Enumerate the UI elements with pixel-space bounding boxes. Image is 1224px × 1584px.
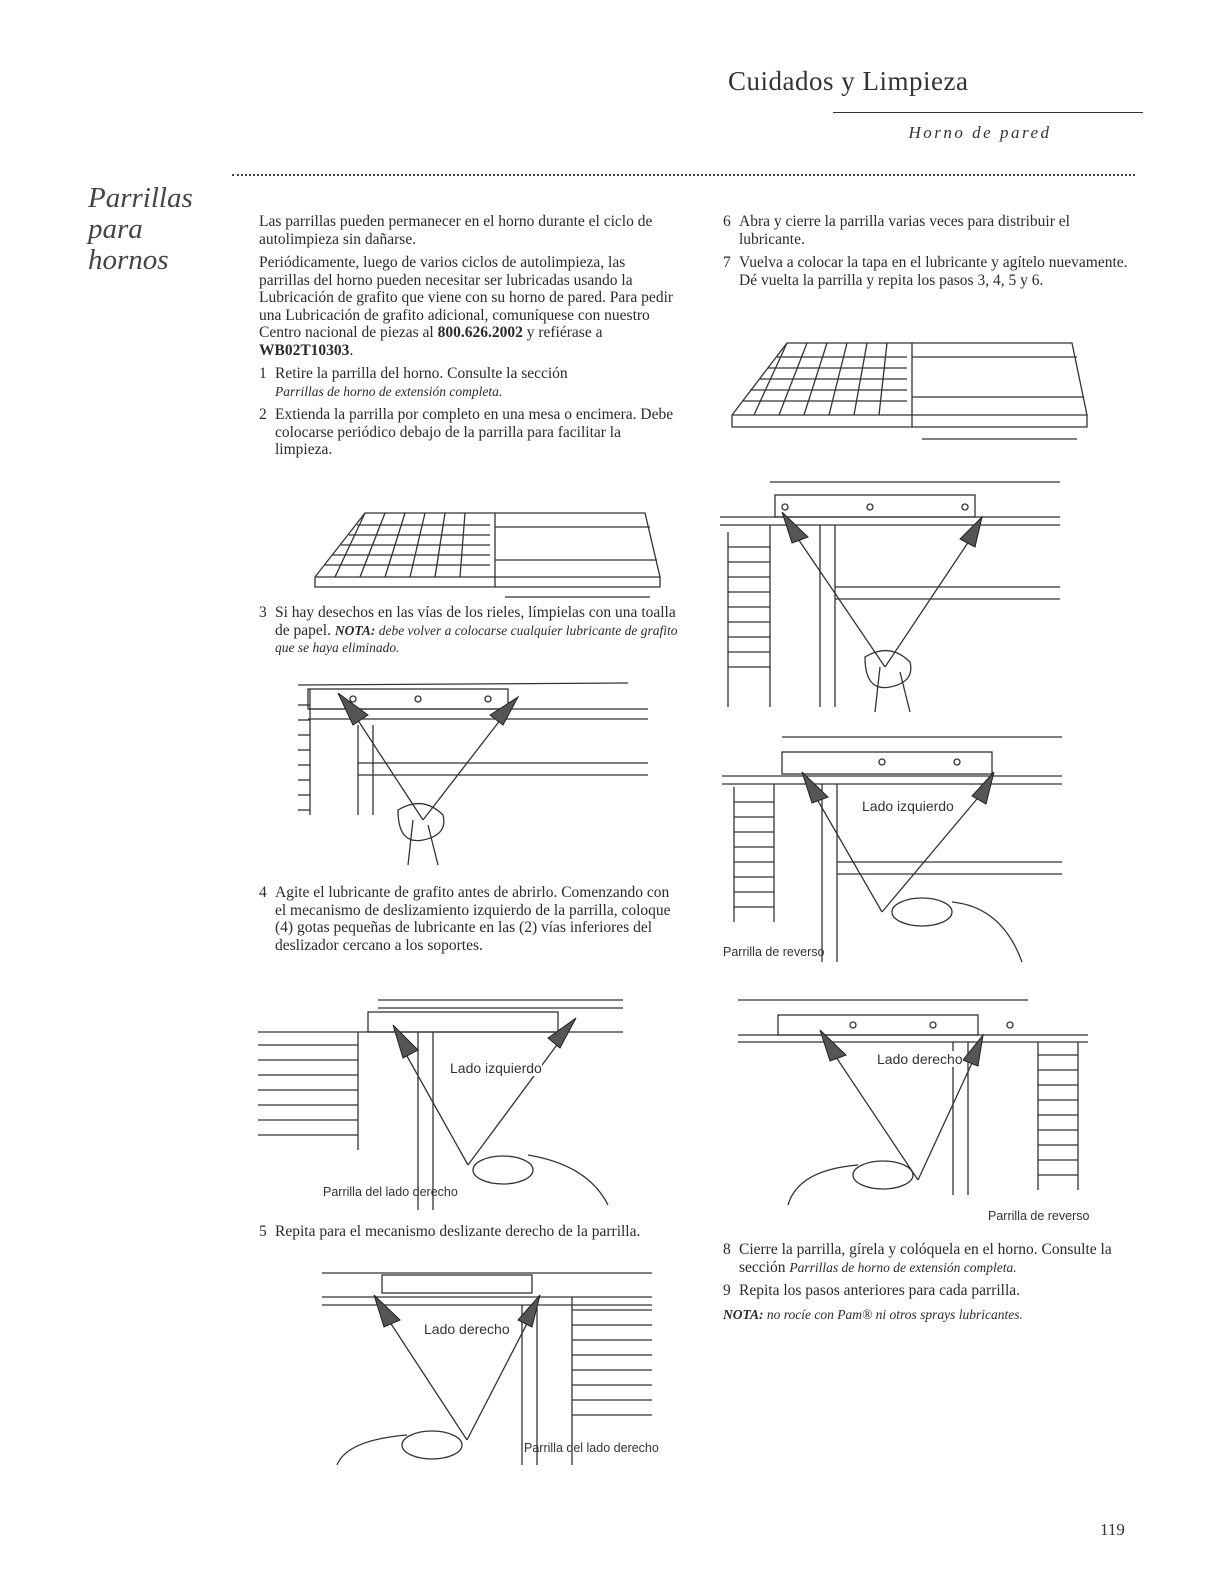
section-title	[88, 183, 228, 276]
intro-text	[259, 213, 679, 465]
caption-parrilla-reverso: Parrilla de reverso	[988, 1209, 1090, 1223]
lubricate-left-illustration	[258, 1000, 628, 1210]
caption-parrilla-reverso: Parrilla de reverso	[723, 945, 825, 959]
page-number: 119	[1100, 1520, 1125, 1539]
intro-paragraph-2: Periódicamente, luego de varios ciclos de autolimpieza, las parrillas del horno pueden necesitar ser lubricadas usando la Lubricación de grafito que viene con su horno de pared. Para pedir una Lubricación de grafito adicional, comuníquese con nuestro Centro nacional de piezas al 800.626.2002 y refiérase a WB02T10303.	[259, 254, 674, 359]
lubricate-reverse-left-illustration	[722, 732, 1067, 962]
label-lado-izquierdo: Lado izquierdo	[450, 1060, 542, 1076]
step-2: 2 Extienda la parrilla por completo en una mesa o encimera. Debe colocarse periódico debajo de la parrilla para facilitar la limpieza.	[259, 406, 674, 458]
rack-extended-illustration-right	[722, 335, 1097, 445]
step-1: 1 Retire la parrilla del horno. Consulte la sección Parrillas de horno de extensión completa.	[259, 365, 568, 399]
step-1-reference: Parrillas de horno de extensión completa.	[275, 383, 503, 399]
section-divider	[232, 174, 1135, 176]
section-title-line: hornos	[88, 244, 169, 276]
step-4: 4 Agite el lubricante de grafito antes de abrirlo. Comenzando con el mecanismo de deslizamiento izquierdo de la parrilla, coloque (4) gotas pequeñas de lubricante en las (2) vías inferiores del deslizador cercano a los soportes.	[259, 884, 671, 954]
header-subtitle: Horno de pared	[908, 123, 1052, 142]
caption-parrilla-lado-derecho: Parrilla del lado derecho	[323, 1185, 458, 1199]
wipe-rails-illustration	[298, 675, 658, 875]
step-5: 5 Repita para el mecanismo deslizante derecho de la parrilla.	[259, 1223, 641, 1240]
steps-6-7-block	[723, 213, 1133, 295]
steps-8-9-block	[723, 1241, 1133, 1329]
section-title-line: Parrillas	[88, 182, 193, 214]
part-number: WB02T10303	[259, 341, 350, 359]
rack-extended-illustration	[305, 505, 665, 605]
step-7: 7 Vuelva a colocar la tapa en el lubricante y agítelo nuevamente. Dé vuelta la parrilla y repita los pasos 3, 4, 5 y 6.	[723, 254, 1128, 289]
label-lado-derecho: Lado derecho	[424, 1321, 510, 1337]
step-3-block	[259, 604, 679, 663]
final-note: NOTA: no rocíe con Pam® ni otros sprays lubricantes.	[723, 1306, 1023, 1322]
lubricate-right-illustration	[322, 1265, 672, 1465]
phone-number: 800.626.2002	[437, 324, 523, 341]
step-8-reference: Parrillas de horno de extensión completa.	[789, 1259, 1017, 1275]
step-5-block	[259, 1223, 679, 1247]
section-title-line: para	[88, 213, 143, 245]
intro-paragraph-1: Las parrillas pueden permanecer en el horno durante el ciclo de autolimpieza sin dañarse.	[259, 213, 653, 248]
lubricate-reverse-right-illustration	[738, 990, 1093, 1230]
label-lado-izquierdo-reverso: Lado izquierdo	[862, 798, 954, 814]
label-lado-derecho-reverso: Lado derecho	[877, 1051, 963, 1067]
step-8: 8 Cierre la parrilla, gírela y colóquela en el horno. Consulte la sección Parrillas de horno de extensión completa.	[723, 1241, 1112, 1276]
step-6: 6 Abra y cierre la parrilla varias veces para distribuir el lubricante.	[723, 213, 1070, 248]
caption-parrilla-lado-derecho: Parrilla del lado derecho	[524, 1441, 659, 1455]
step-3: 3 Si hay desechos en las vías de los rieles, límpielas con una toalla de papel. NOTA: debe volver a colocarse cualquier lubricante de grafito que se haya eliminado.	[259, 604, 678, 655]
header-title: Cuidados y Limpieza	[728, 66, 969, 96]
wipe-rails-illustration-right	[720, 477, 1065, 712]
step-4-block	[259, 884, 679, 960]
step-9: 9 Repita los pasos anteriores para cada parrilla.	[723, 1282, 1021, 1299]
header-divider	[833, 112, 1143, 113]
